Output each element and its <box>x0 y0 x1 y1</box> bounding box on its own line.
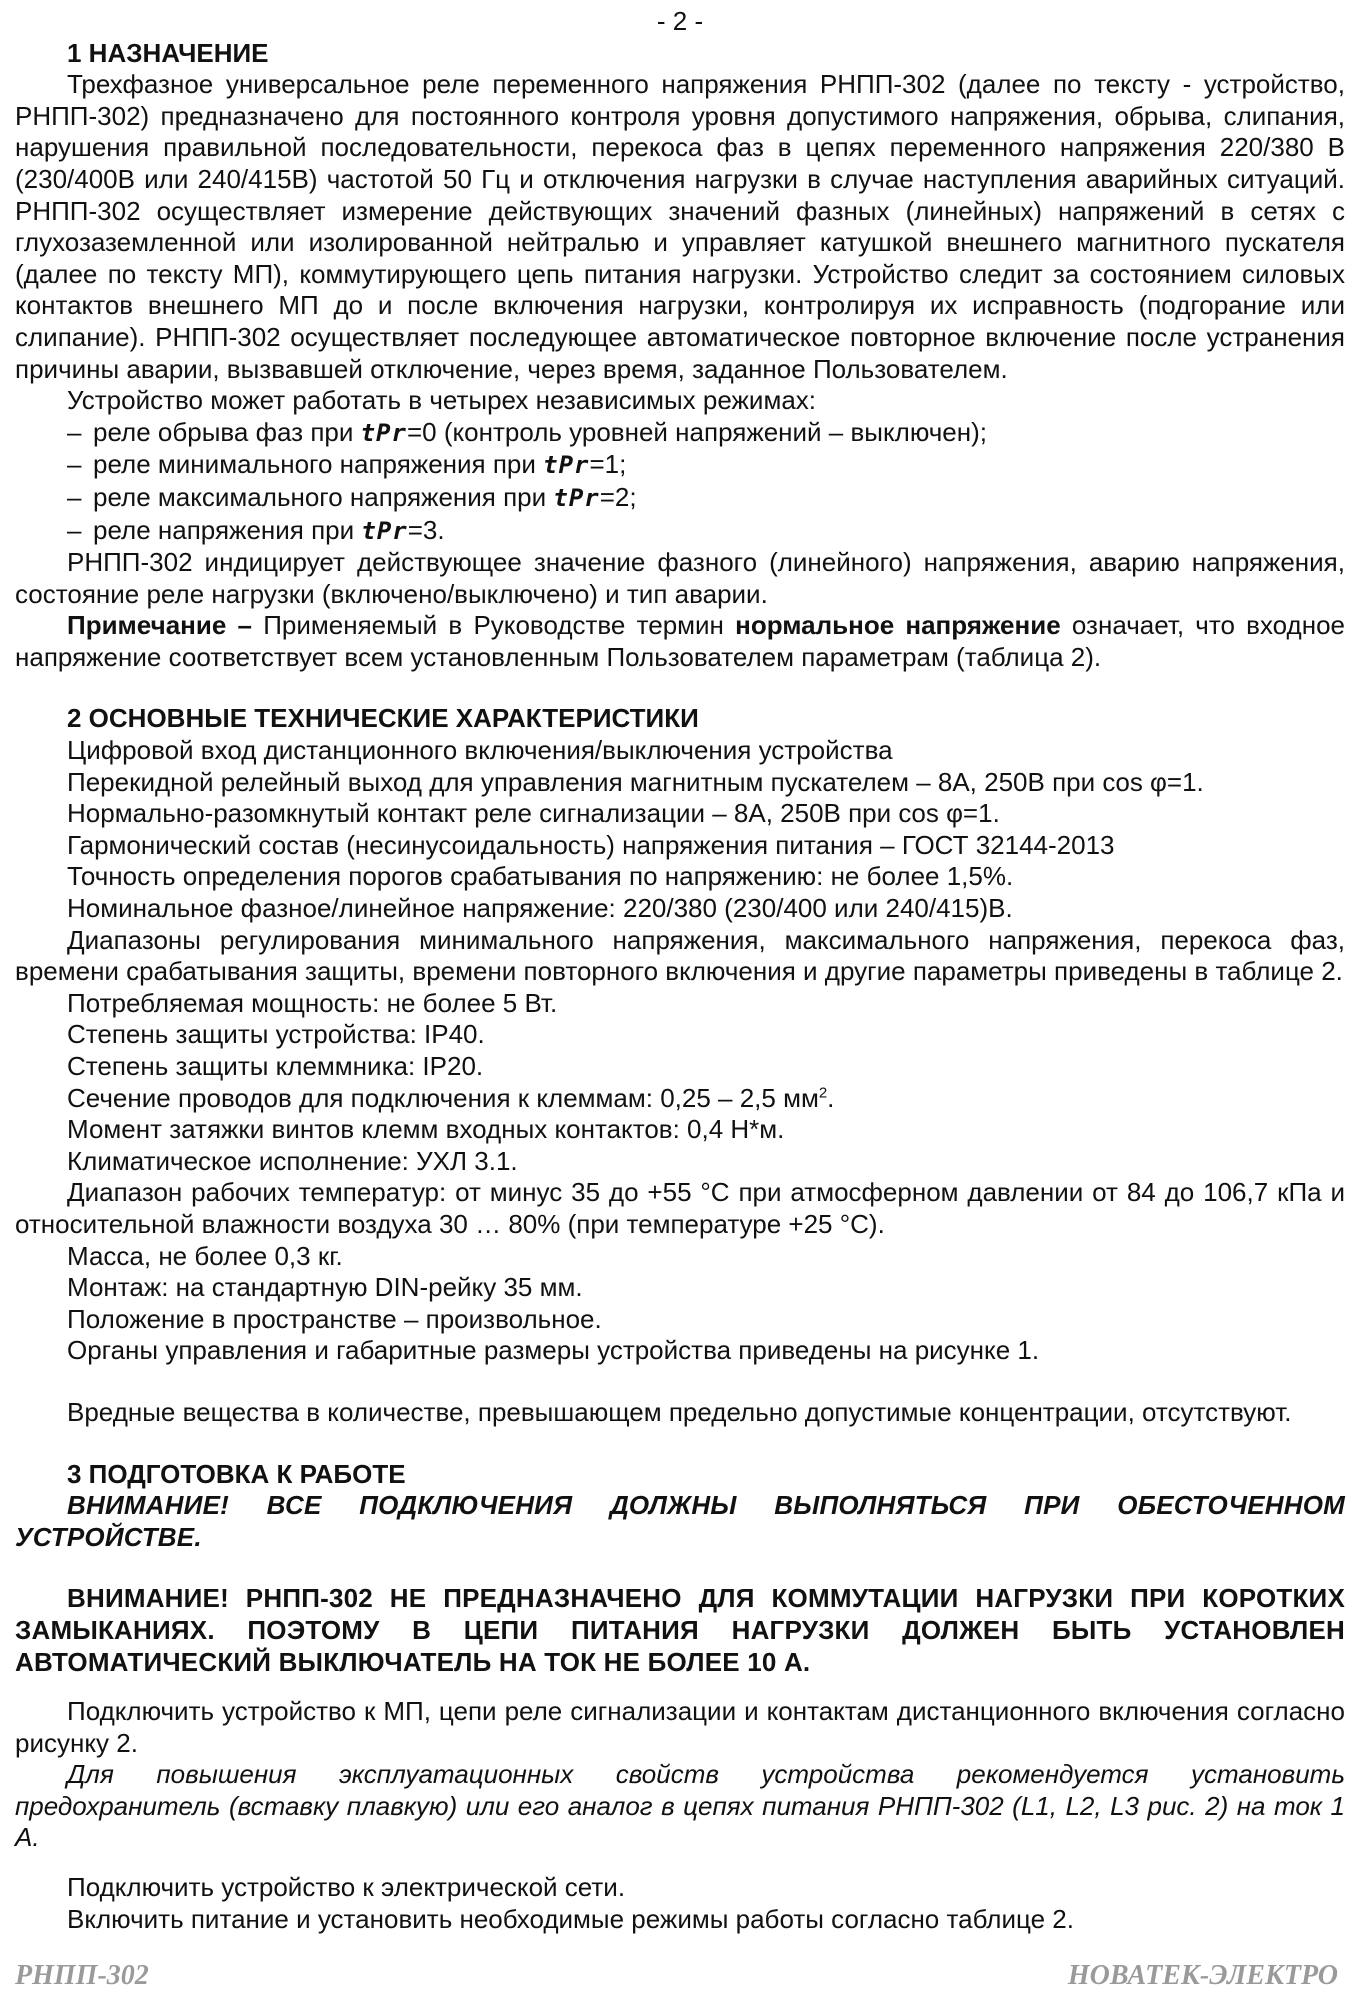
section-2-title: 2 ОСНОВНЫЕ ТЕХНИЧЕСКИЕ ХАРАКТЕРИСТИКИ <box>67 703 699 734</box>
mode-text: реле обрыва фаз при <box>93 416 361 447</box>
mode-value: =0 (контроль уровней напряжений – выключен); <box>406 416 988 447</box>
modes-intro: Устройство может работать в четырех независимых режимах: <box>67 385 817 416</box>
spec-text: Сечение проводов для подключения к клеммам: 0,25 – 2,5 мм <box>67 1082 819 1113</box>
bullet-dash: – <box>67 481 82 512</box>
spec-line: Перекидной релейный выход для управления магнитным пускателем – 8А, 250В при cos φ=1. <box>67 766 1204 797</box>
spacer <box>15 1854 1345 1872</box>
spec-line: Климатическое исполнение: УХЛ 3.1. <box>67 1145 518 1176</box>
mode-item-1 <box>15 449 1345 482</box>
spec-line: Органы управления и габаритные размеры устройства приведены на рисунке 1. <box>67 1335 1040 1366</box>
spacer <box>15 673 1345 703</box>
spec-line: Масса, не более 0,3 кг. <box>67 1240 343 1271</box>
spec-line: Точность определения порогов срабатывания по напряжению: не более 1,5%. <box>67 861 1014 892</box>
mode-item-3 <box>15 515 1345 548</box>
spec-line: Номинальное фазное/линейное напряжение: 220/380 (230/400 или 240/415)В. <box>67 893 1013 924</box>
superscript: 2 <box>818 1083 828 1101</box>
spec-line: Диапазон рабочих температур: от минус 35 до +55 °С при атмосферном давлении от 84 до 106,7 кПа и относительной влажности воздуха 30 … 80% (при температуре +25 °С). <box>15 1177 1345 1239</box>
mode-text: реле максимального напряжения при <box>93 481 554 512</box>
bullet-dash: – <box>67 514 82 545</box>
note-text-a: Применяемый в Руководстве термин <box>251 610 736 641</box>
param-code: tPr <box>543 451 590 480</box>
section-3-paragraph-4: Включить питание и установить необходимые режимы работы согласно таблице 2. <box>67 1903 1074 1934</box>
spec-line: Вредные вещества в количестве, превышающем предельно допустимые концентрации, отсутствуют. <box>67 1396 1292 1427</box>
section-1-paragraph-1: Трехфазное универсальное реле переменного напряжения РНПП-302 (далее по тексту - устройство, РНПП-302) предназначено для постоянного контроля уровня допустимого напряжения, обрыва, слипания, нарушения правильной последовательности, перекоса фаз в цепях переменного напряжения 220/380 В (230/400В или 240/415В) частотой 50 Гц и отключения нагрузки в случае наступления аварийных ситуаций. РНПП-302 осуществляет измерение действующих значений фазных (линейных) напряжений в сетях с глухозаземленной или изолированной нейтралью и управляет катушкой внешнего магнитного пускателя (далее по тексту МП), коммутирующего цепь питания нагрузки. Устройство следит за состоянием силовых контактов внешнего МП до и после включения нагрузки, контролируя их исправность (подгорание или слипание). РНПП-302 осуществляет последующее автоматическое повторное включение после устранения причины аварии, вызвавшей отключение, через время, заданное Пользователем. <box>15 69 1345 384</box>
spacer <box>15 1553 1345 1583</box>
section-3-paragraph-3: Подключить устройство к электрической сети. <box>67 1872 626 1903</box>
spec-line: Цифровой вход дистанционного включения/выключения устройства <box>67 735 893 766</box>
spec-line: Гармонический состав (несинусоидальность) напряжения питания – ГОСТ 32144-2013 <box>67 829 1115 860</box>
spec-line: Нормально-разомкнутый контакт реле сигнализации – 8А, 250В при cos φ=1. <box>67 798 1000 829</box>
spacer <box>15 1367 1345 1397</box>
section-3-paragraph-2: Для повышения эксплуатационных свойств устройства рекомендуется установить предохранитель (вставку плавкую) или его аналог в цепях питания РНПП-302 (L1, L2, L3 рис. 2) на ток 1 А. <box>15 1759 1345 1853</box>
spec-line: Степень защиты устройства: IP40. <box>67 1019 485 1050</box>
bullet-dash: – <box>67 416 82 447</box>
spec-line: Степень защиты клеммника: IP20. <box>67 1051 484 1081</box>
footer-model: РНПП-302 <box>15 1960 149 1991</box>
note-term: нормальное напряжение <box>735 610 1061 641</box>
section-1-paragraph-2: РНПП-302 индицирует действующее значение фазного (линейного) напряжения, аварию напряжения, состояние реле нагрузки (включено/выключено) и тип аварии. <box>15 547 1345 609</box>
page-footer <box>15 1960 1338 1992</box>
mode-item-0 <box>15 417 1345 450</box>
param-code: tPr <box>361 516 408 545</box>
mode-value: =2; <box>599 481 637 512</box>
spec-line: Монтаж: на стандартную DIN-рейку 35 мм. <box>67 1272 583 1303</box>
warning-1: ВНИМАНИЕ! ВСЕ ПОДКЛЮЧЕНИЯ ДОЛЖНЫ ВЫПОЛНЯТЬСЯ ПРИ ОБЕСТОЧЕННОМ УСТРОЙСТВЕ. <box>15 1490 1345 1552</box>
note-text-b: означает, что входное напряжение соответствует всем установленным Пользователем параметрам (таблица 2). <box>15 610 1346 672</box>
mode-item-2 <box>15 482 1345 515</box>
section-1-title: 1 НАЗНАЧЕНИЕ <box>67 37 269 68</box>
note-label: Примечание – <box>67 610 252 641</box>
mode-value: =1; <box>589 449 627 480</box>
spacer <box>15 1678 1345 1696</box>
spec-line-wire-section <box>15 1083 1345 1115</box>
warning-2: ВНИМАНИЕ! РНПП-302 НЕ ПРЕДНАЗНАЧЕНО ДЛЯ КОММУТАЦИИ НАГРУЗКИ ПРИ КОРОТКИХ ЗАМЫКАНИЯХ. ПОЭТОМУ В ЦЕПИ ПИТАНИЯ НАГРУЗКИ ДОЛЖЕН БЫТЬ УСТАНОВЛЕН АВТОМАТИЧЕСКИЙ ВЫКЛЮЧАТЕЛЬ НА ТОК НЕ БОЛЕЕ 10 А. <box>15 1583 1345 1677</box>
section-3-paragraph-1: Подключить устройство к МП, цепи реле сигнализации и контактам дистанционного включения согласно рисунку 2. <box>15 1696 1345 1758</box>
spec-line: Положение в пространстве – произвольное. <box>67 1303 602 1334</box>
document-page <box>15 6 1345 1935</box>
footer-brand: НОВАТЕК-ЭЛЕКТРО <box>1067 1960 1338 1991</box>
spec-line: Потребляемая мощность: не более 5 Вт. <box>67 987 558 1018</box>
spacer <box>15 1429 1345 1459</box>
mode-text: реле напряжения при <box>93 514 362 545</box>
param-code: tPr <box>553 483 600 512</box>
mode-text: реле минимального напряжения при <box>93 449 544 480</box>
page-number: - 2 - <box>656 6 704 36</box>
section-3-title: 3 ПОДГОТОВКА К РАБОТЕ <box>67 1458 406 1489</box>
spec-text-end: . <box>827 1082 835 1113</box>
spec-line: Момент затяжки винтов клемм входных контактов: 0,4 Н*м. <box>67 1114 785 1145</box>
note <box>15 610 1345 673</box>
spec-line: Диапазоны регулирования минимального напряжения, максимального напряжения, перекоса фаз, времени срабатывания защиты, времени повторного включения и другие параметры приведены в таблице 2. <box>15 924 1345 987</box>
param-code: tPr <box>360 418 407 447</box>
mode-value: =3. <box>407 514 445 545</box>
bullet-dash: – <box>67 449 82 480</box>
